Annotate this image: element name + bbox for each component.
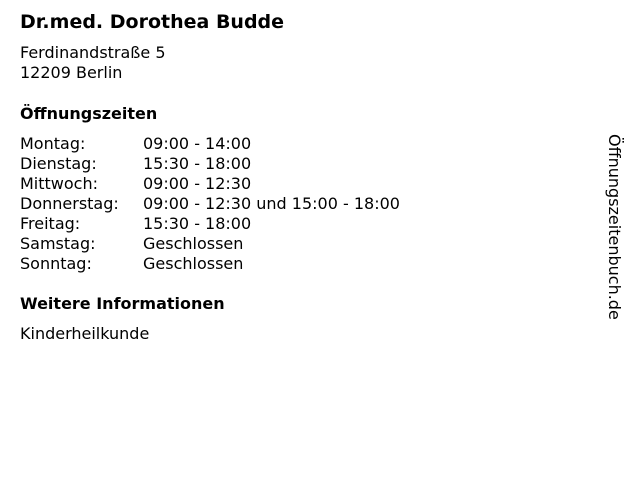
hours-time-value: 09:00 - 12:30 (143, 174, 252, 193)
hours-row-sunday (20, 254, 400, 274)
hours-row-saturday (20, 234, 400, 254)
address-block (20, 43, 166, 83)
opening-hours-table (20, 134, 400, 274)
hours-day-label: Dienstag: (20, 154, 97, 173)
hours-row-wednesday (20, 174, 400, 194)
hours-row-tuesday (20, 154, 400, 174)
hours-row-monday (20, 134, 400, 154)
hours-row-friday (20, 214, 400, 234)
further-info-text: Kinderheilkunde (20, 324, 150, 343)
opening-hours-heading: Öffnungszeiten (20, 104, 158, 123)
practice-name: Dr.med. Dorothea Budde (20, 11, 285, 33)
hours-day-label: Samstag: (20, 234, 96, 253)
hours-time-value: 15:30 - 18:00 (143, 154, 252, 173)
hours-day-label: Freitag: (20, 214, 81, 233)
address-city: 12209 Berlin (20, 63, 123, 82)
hours-day-label: Montag: (20, 134, 86, 153)
hours-day-label: Mittwoch: (20, 174, 98, 193)
hours-row-thursday (20, 194, 400, 214)
hours-time-value: 15:30 - 18:00 (143, 214, 252, 233)
hours-time-value: Geschlossen (143, 234, 244, 253)
side-brand-text: Öffnungszeitenbuch.de (605, 134, 624, 320)
hours-time-value: 09:00 - 14:00 (143, 134, 252, 153)
hours-time-value: 09:00 - 12:30 und 15:00 - 18:00 (143, 194, 400, 213)
further-info-heading: Weitere Informationen (20, 294, 225, 313)
hours-day-label: Donnerstag: (20, 194, 119, 213)
hours-time-value: Geschlossen (143, 254, 244, 273)
hours-day-label: Sonntag: (20, 254, 92, 273)
address-street: Ferdinandstraße 5 (20, 43, 166, 62)
